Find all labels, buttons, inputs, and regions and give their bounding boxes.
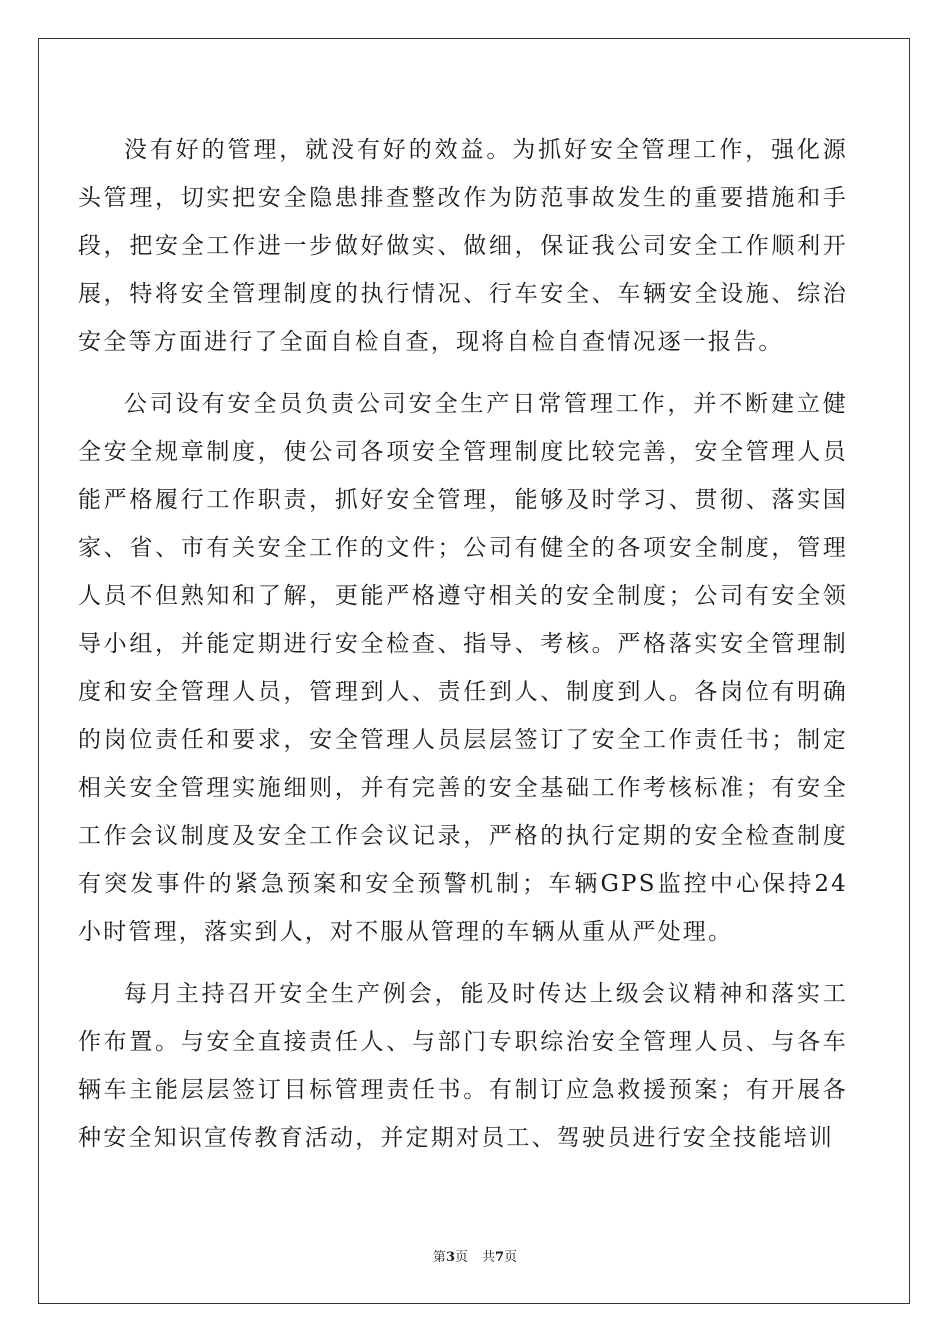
footer-total-prefix: 共 <box>482 1250 496 1265</box>
paragraph-2: 公司设有安全员负责公司安全生产日常管理工作，并不断建立健全安全规章制度，使公司各项安全管理制度比较完善，安全管理人员能严格履行工作职责，抓好安全管理，能够及时学习、贯彻、落实国家、省、市有关安全工作的文件；公司有健全的各项安全制度，管理人员不但熟知和了解，更能严格遵守相关的安全制度；公司有安全领导小组，并能定期进行安全检查、指导、考核。严格落实安全管理制度和安全管理人员，管理到人、责任到人、制度到人。各岗位有明确的岗位责任和要求，安全管理人员层层签订了安全工作责任书；制定相关安全管理实施细则，并有完善的安全基础工作考核标准；有安全工作会议制度及安全工作会议记录，严格的执行定期的安全检查制度有突发事件的紧急预案和安全预警机制；车辆GPS监控中心保持24小时管理，落实到人，对不服从管理的车辆从重从严处理。 <box>78 391 848 945</box>
footer-total-pages: 7 <box>495 1250 505 1265</box>
footer-total-unit: 页 <box>504 1250 518 1265</box>
document-body <box>78 126 848 1176</box>
footer-page-unit: 页 <box>454 1250 468 1265</box>
page-footer <box>0 1246 950 1265</box>
footer-page-prefix: 第 <box>432 1250 446 1265</box>
footer-page-number: 3 <box>445 1250 455 1265</box>
paragraph-1: 没有好的管理，就没有好的效益。为抓好安全管理工作，强化源头管理，切实把安全隐患排查整改作为防范事故发生的重要措施和手段，把安全工作进一步做好做实、做细，保证我公司安全工作顺利开展，特将安全管理制度的执行情况、行车安全、车辆安全设施、综治安全等方面进行了全面自检自查，现将自检自查情况逐一报告。 <box>78 137 848 355</box>
paragraph-3: 每月主持召开安全生产例会，能及时传达上级会议精神和落实工作布置。与安全直接责任人、与部门专职综治安全管理人员、与各车辆车主能层层签订目标管理责任书。有制订应急救援预案；有开展各种安全知识宣传教育活动，并定期对员工、驾驶员进行安全技能培训 <box>78 981 848 1151</box>
